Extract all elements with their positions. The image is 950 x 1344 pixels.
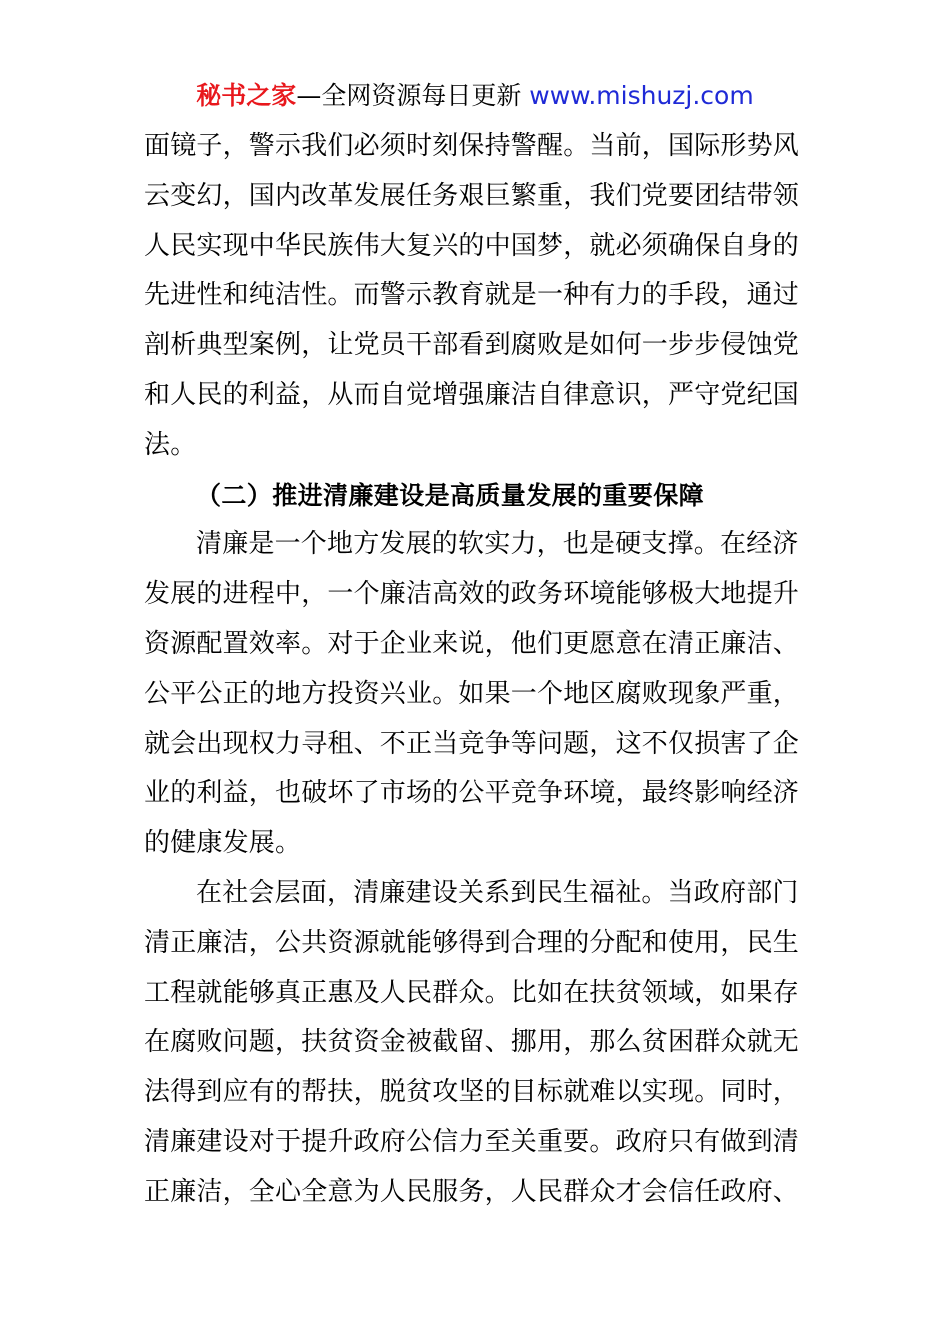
- body-line: 资源配置效率。对于企业来说，他们更愿意在清正廉洁、: [144, 628, 800, 659]
- paragraph-first-line: 在社会层面，清廉建设关系到民生福祉。当政府部门: [196, 877, 799, 908]
- body-line: 业的利益，也破坏了市场的公平竞争环境，最终影响经济: [144, 778, 800, 809]
- body-line: 法得到应有的帮扶，脱贫攻坚的目标就难以实现。同时，: [144, 1077, 800, 1108]
- body-line: 清廉建设对于提升政府公信力至关重要。政府只有做到清: [144, 1126, 800, 1157]
- body-line: 法。: [144, 429, 197, 460]
- body-line: 先进性和纯洁性。而警示教育就是一种有力的手段，通过: [144, 280, 800, 311]
- site-url-link[interactable]: www.mishuzj.com: [529, 81, 754, 110]
- body-line: 就会出现权力寻租、不正当竞争等问题，这不仅损害了企: [144, 728, 800, 759]
- body-line: 的健康发展。: [144, 828, 302, 859]
- body-line: 公平公正的地方投资兴业。如果一个地区腐败现象严重，: [144, 678, 800, 709]
- body-line: 工程就能够真正惠及人民群众。比如在扶贫领域，如果存: [144, 977, 800, 1008]
- body-line: 剖析典型案例，让党员干部看到腐败是如何一步步侵蚀党: [144, 330, 800, 361]
- document-body: [144, 122, 809, 1218]
- header-tagline: —全网资源每日更新: [296, 81, 522, 110]
- body-line: 在腐败问题，扶贫资金被截留、挪用，那么贫困群众就无: [144, 1027, 800, 1058]
- section-heading: （二）推进清廉建设是高质量发展的重要保障: [196, 480, 705, 510]
- body-line: 和人民的利益，从而自觉增强廉洁自律意识，严守党纪国: [144, 379, 800, 410]
- brand-name: 秘书之家: [196, 81, 297, 110]
- body-line: 人民实现中华民族伟大复兴的中国梦，就必须确保自身的: [144, 230, 800, 261]
- body-line: 云变幻，国内改革发展任务艰巨繁重，我们党要团结带领: [144, 180, 800, 211]
- body-line: 清正廉洁，公共资源就能够得到合理的分配和使用，民生: [144, 927, 800, 958]
- paragraph-first-line: 清廉是一个地方发展的软实力，也是硬支撑。在经济: [196, 529, 799, 560]
- body-line: 正廉洁，全心全意为人民服务，人民群众才会信任政府、: [144, 1176, 800, 1207]
- page-header: [0, 78, 950, 114]
- body-line: 面镜子，警示我们必须时刻保持警醒。当前，国际形势风: [144, 131, 800, 161]
- body-line: 发展的进程中，一个廉洁高效的政务环境能够极大地提升: [144, 579, 800, 610]
